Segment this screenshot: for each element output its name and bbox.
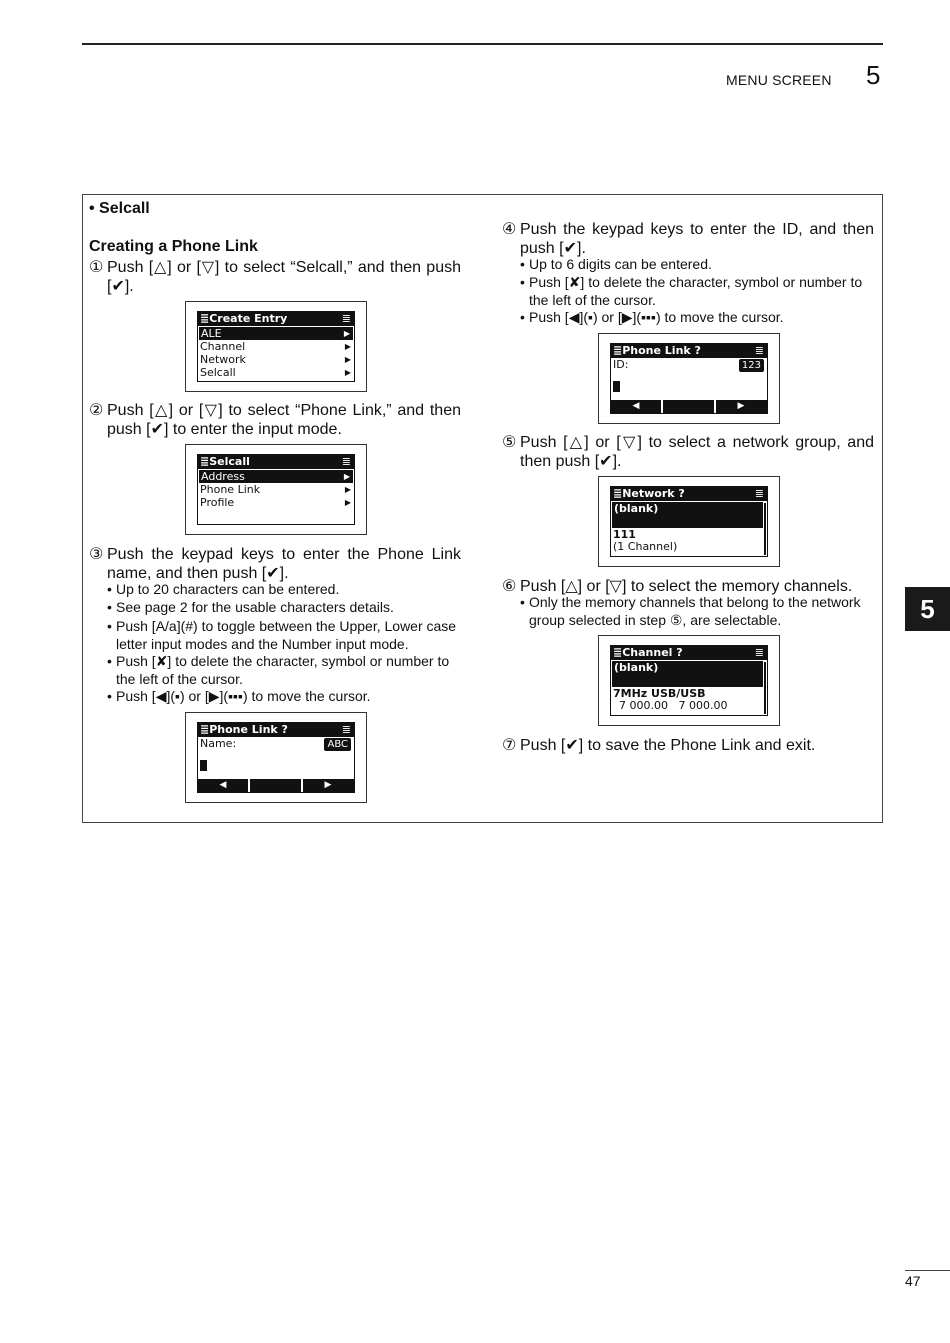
step-number: ① (89, 259, 104, 276)
lcd-list-item: 111 (613, 528, 636, 541)
lcd-display (197, 722, 355, 793)
step-text: Push the keypad keys to enter the Phone Link name, and then push [✔]. (107, 546, 461, 582)
step-number: ⑦ (502, 737, 517, 754)
lcd-display (610, 645, 768, 716)
menu-icon: ≣ (754, 487, 764, 500)
submenu-arrow-icon: ▶ (344, 485, 351, 494)
lcd-title-bar (198, 723, 354, 737)
lcd-menu-item: Selcall ▶ (200, 366, 351, 379)
text-cursor (200, 760, 207, 771)
menu-icon: ≣ (200, 723, 210, 736)
chapter-number: 5 (866, 60, 881, 90)
lcd-display (610, 486, 768, 557)
cursor-left-icon: ◀ (632, 401, 640, 411)
bullet-item: • Push [◀](▪) or [▶](▪▪▪) to move the cursor. (107, 688, 371, 704)
cursor-right-icon: ▶ (737, 401, 745, 411)
submenu-arrow-icon: ▶ (344, 368, 351, 377)
lcd-title-bar (198, 455, 354, 469)
cursor-left-icon: ◀ (219, 780, 227, 790)
lcd-title: Phone Link ? (622, 344, 701, 357)
lcd-menu-item: Phone Link ▶ (200, 483, 351, 496)
lcd-title: Phone Link ? (209, 723, 288, 736)
lcd-screen-phone-link-name (185, 712, 367, 803)
step-text: Push [✔] to save the Phone Link and exit. (520, 737, 816, 754)
bullet-item: • Up to 6 digits can be entered. (520, 256, 712, 272)
lcd-name-field: Name: ABC (198, 737, 354, 751)
lcd-screen-create-entry (185, 301, 367, 392)
menu-icon: ≣ (613, 487, 623, 500)
menu-icon: ≣ (754, 344, 764, 357)
lcd-screen-selcall (185, 444, 367, 535)
chapter-side-tab: 5 (905, 587, 950, 631)
lcd-title: Network ? (622, 487, 685, 500)
submenu-arrow-icon: ▶ (344, 355, 351, 364)
step-number: ② (89, 402, 104, 419)
step-5 (502, 433, 874, 471)
bullet-item: • Only the memory channels that belong to the network group selected in step ⑤, are selectable. (520, 594, 861, 628)
submenu-arrow-icon: ▶ (343, 329, 350, 338)
lcd-list-item-detail: (1 Channel) (613, 540, 678, 553)
step-1 (89, 258, 461, 296)
lcd-title-bar (198, 312, 354, 326)
lcd-title: Create Entry (209, 312, 288, 325)
step-number: ③ (89, 546, 104, 563)
lcd-screen-phone-link-id (598, 333, 780, 424)
menu-icon: ≣ (341, 312, 351, 325)
bullet-item: • See page 2 for the usable characters details. (107, 599, 394, 615)
lcd-display (197, 454, 355, 525)
step-text: Push the keypad keys to enter the ID, and then push [✔]. (520, 221, 874, 257)
menu-icon: ≣ (613, 646, 623, 659)
step-number: ⑤ (502, 434, 517, 451)
lcd-list-item-detail: 7 000.00 7 000.00 (619, 699, 728, 712)
lcd-title: Channel ? (622, 646, 683, 659)
bullet-item: • Push [◀](▪) or [▶](▪▪▪) to move the cursor. (520, 309, 784, 325)
lcd-list-selected: (blank) (612, 502, 763, 528)
submenu-arrow-icon: ▶ (344, 342, 351, 351)
bullet-item: • Up to 20 characters can be entered. (107, 581, 340, 597)
cursor-right-icon: ▶ (324, 780, 332, 790)
lcd-list-item: 7MHz USB/USB (613, 687, 706, 700)
menu-icon: ≣ (341, 455, 351, 468)
lcd-screen-network (598, 476, 780, 567)
running-header: MENU SCREEN (726, 72, 832, 88)
input-mode-badge: ABC (324, 738, 351, 751)
step-2 (89, 401, 461, 439)
footer-rule (905, 1270, 950, 1271)
menu-icon: ≣ (613, 344, 623, 357)
subheading: Creating a Phone Link (89, 238, 258, 255)
lcd-menu-item: Network ▶ (200, 353, 351, 366)
lcd-menu-item-selected: Address ▶ (199, 470, 353, 483)
step-number: ⑥ (502, 578, 517, 595)
step-4 (502, 220, 874, 258)
lcd-display (610, 343, 768, 414)
text-cursor (613, 381, 620, 392)
lcd-display (197, 311, 355, 382)
softkey-bar (198, 779, 354, 792)
step-text: Push [△] or [▽] to select “Selcall,” and then push [✔]. (107, 259, 461, 295)
bullet-item: • Push [✘] to delete the character, symbol or number to the left of the cursor. (520, 274, 863, 308)
step-3 (89, 545, 461, 583)
menu-icon: ≣ (754, 646, 764, 659)
page-number: 47 (905, 1273, 921, 1289)
scrollbar (764, 503, 766, 555)
menu-icon: ≣ (200, 312, 210, 325)
bullet-item: • Push [A/a](#) to toggle between the Upper, Lower case letter input modes and the Number input mode. (107, 618, 457, 652)
lcd-menu-item-selected: ALE ▶ (199, 327, 353, 340)
lcd-menu-item: Profile ▶ (200, 496, 351, 509)
menu-icon: ≣ (200, 455, 210, 468)
lcd-title: Selcall (209, 455, 250, 468)
step-text: Push [△] or [▽] to select a network group, and then push [✔]. (520, 434, 874, 470)
lcd-id-field: ID: 123 (611, 358, 767, 372)
step-text: Push [△] or [▽] to select the memory channels. (520, 578, 853, 595)
submenu-arrow-icon: ▶ (343, 472, 350, 481)
lcd-list-selected: (blank) (612, 661, 763, 687)
lcd-title-bar (611, 344, 767, 358)
step-7 (502, 736, 874, 755)
lcd-screen-channel (598, 635, 780, 726)
lcd-title-bar (611, 487, 767, 501)
section-title: • Selcall (89, 200, 150, 217)
menu-icon: ≣ (341, 723, 351, 736)
input-mode-badge: 123 (739, 359, 764, 372)
bullet-item: • Push [✘] to delete the character, symbol or number to the left of the cursor. (107, 653, 450, 687)
softkey-bar (611, 400, 767, 413)
submenu-arrow-icon: ▶ (344, 498, 351, 507)
top-rule (82, 43, 883, 45)
lcd-menu-item: Channel ▶ (200, 340, 351, 353)
step-number: ④ (502, 221, 517, 238)
step-text: Push [△] or [▽] to select “Phone Link,” and then push [✔] to enter the input mode. (107, 402, 461, 438)
lcd-title-bar (611, 646, 767, 660)
scrollbar (764, 662, 766, 714)
